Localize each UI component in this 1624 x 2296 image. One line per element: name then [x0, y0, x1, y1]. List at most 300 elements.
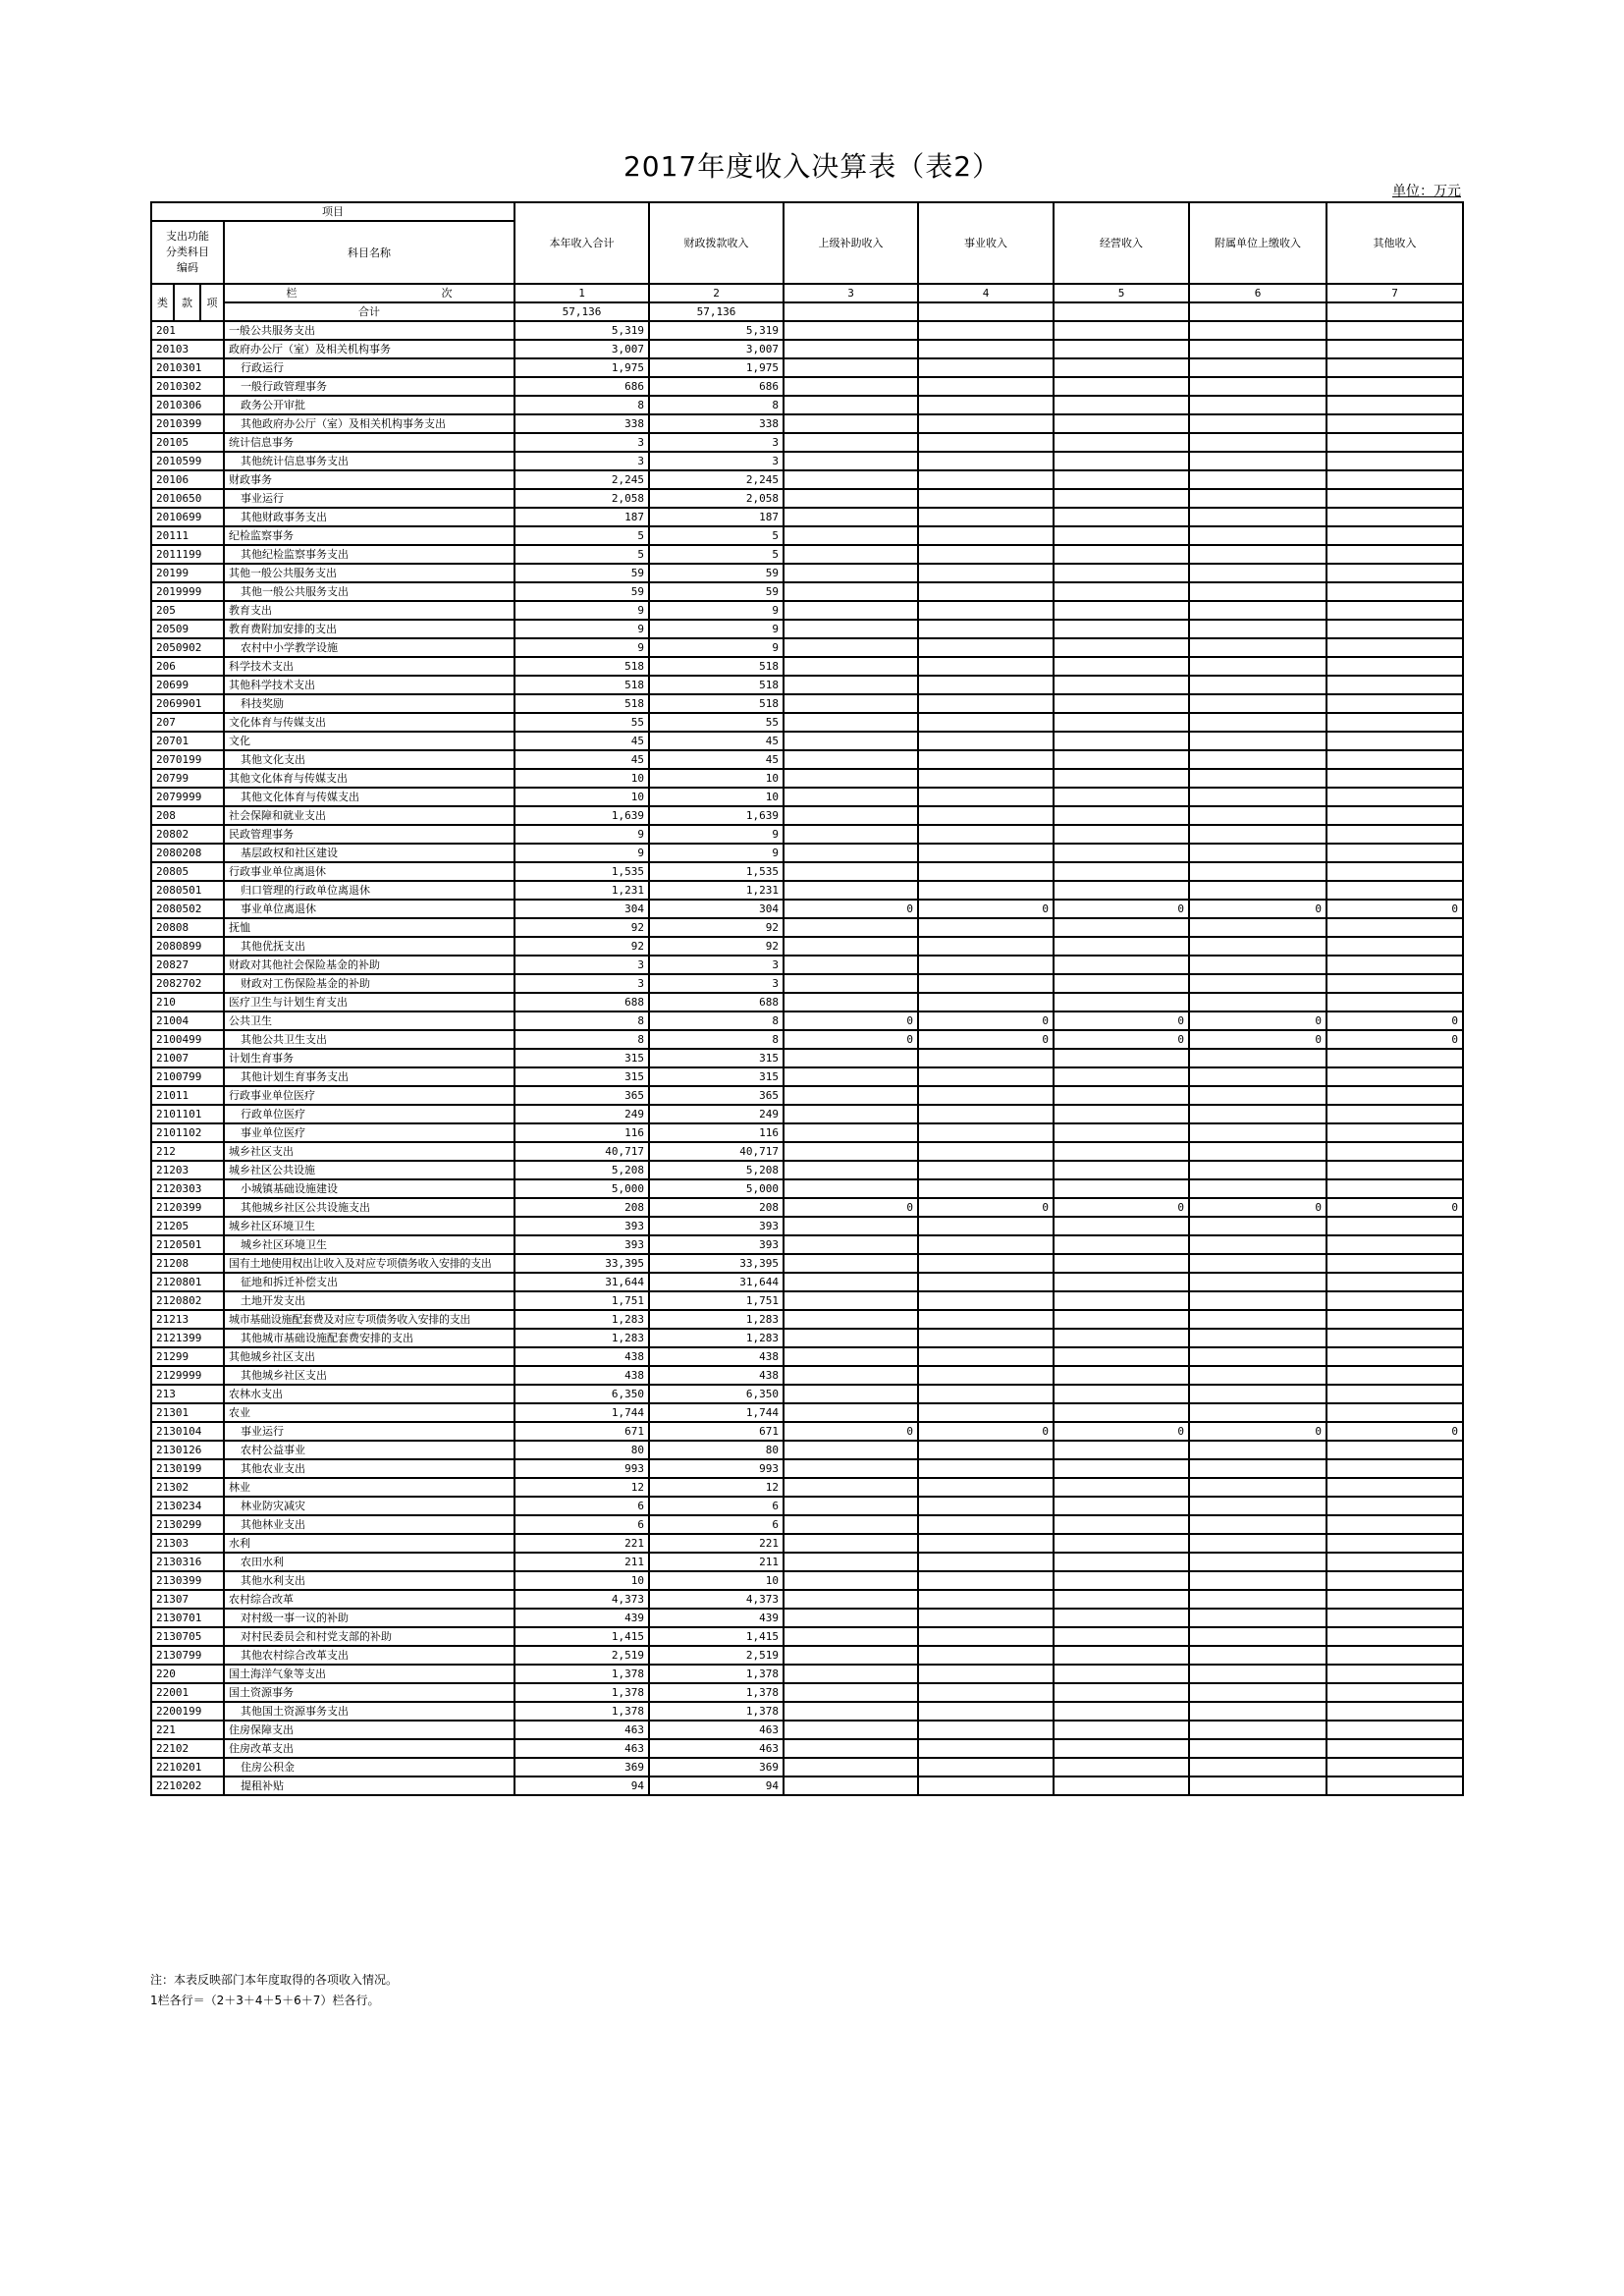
row-code: 2120501 — [151, 1235, 224, 1254]
row-value: 0 — [918, 900, 1054, 918]
row-value: 33,395 — [514, 1254, 649, 1273]
row-value — [918, 526, 1054, 545]
row-name: 林业防灾减灾 — [224, 1497, 514, 1515]
row-value: 80 — [649, 1441, 784, 1459]
row-value — [784, 1478, 918, 1497]
row-value: 0 — [1054, 1198, 1189, 1217]
row-value: 2,519 — [514, 1646, 649, 1665]
row-value — [1054, 1105, 1189, 1123]
row-code: 2100499 — [151, 1030, 224, 1049]
row-value: 55 — [514, 713, 649, 732]
row-value: 393 — [649, 1235, 784, 1254]
row-value: 187 — [514, 508, 649, 526]
column-number: 5 — [1054, 284, 1189, 302]
table-row — [151, 1179, 1463, 1198]
lei-header: 类 — [151, 284, 174, 321]
row-value: 59 — [514, 564, 649, 582]
row-value — [918, 340, 1054, 358]
row-name: 城乡社区支出 — [224, 1142, 514, 1161]
row-value: 8 — [514, 1030, 649, 1049]
row-value — [1326, 1161, 1463, 1179]
row-value — [1054, 769, 1189, 788]
row-name: 行政运行 — [224, 358, 514, 377]
row-value: 45 — [649, 732, 784, 750]
row-value — [918, 1534, 1054, 1553]
column-header: 经营收入 — [1054, 202, 1189, 284]
row-code: 2010399 — [151, 414, 224, 433]
row-value — [1054, 1403, 1189, 1422]
row-value — [918, 1553, 1054, 1571]
row-value — [784, 1217, 918, 1235]
row-value — [784, 1179, 918, 1198]
row-value — [1189, 1478, 1326, 1497]
row-value — [1054, 1702, 1189, 1721]
lanci-char: 栏 — [286, 287, 298, 300]
row-value — [918, 1441, 1054, 1459]
row-value — [1326, 601, 1463, 620]
row-code: 2050902 — [151, 638, 224, 657]
row-value: 518 — [649, 657, 784, 676]
row-value — [1189, 414, 1326, 433]
row-code: 2080502 — [151, 900, 224, 918]
row-value — [918, 1721, 1054, 1739]
table-row — [151, 1385, 1463, 1403]
row-value — [784, 1609, 918, 1627]
row-value — [784, 526, 918, 545]
row-code: 20827 — [151, 956, 224, 974]
row-name: 城乡社区公共设施 — [224, 1161, 514, 1179]
row-name: 其他林业支出 — [224, 1515, 514, 1534]
row-value — [1054, 713, 1189, 732]
row-value: 518 — [649, 676, 784, 694]
row-value — [1054, 1665, 1189, 1683]
row-name: 其他科学技术支出 — [224, 676, 514, 694]
row-value — [1054, 1590, 1189, 1609]
row-value — [1326, 881, 1463, 900]
row-value: 211 — [514, 1553, 649, 1571]
table-row — [151, 396, 1463, 414]
row-value — [1189, 377, 1326, 396]
row-name: 农田水利 — [224, 1553, 514, 1571]
row-value — [918, 1385, 1054, 1403]
table-row — [151, 1441, 1463, 1459]
row-name: 其他公共卫生支出 — [224, 1030, 514, 1049]
row-value — [784, 750, 918, 769]
row-code: 20799 — [151, 769, 224, 788]
table-row — [151, 1030, 1463, 1049]
row-value: 92 — [649, 918, 784, 937]
row-value: 80 — [514, 1441, 649, 1459]
row-value: 221 — [514, 1534, 649, 1553]
row-value: 0 — [784, 1198, 918, 1217]
row-name: 住房改革支出 — [224, 1739, 514, 1758]
row-value: 9 — [649, 844, 784, 862]
row-value: 9 — [649, 825, 784, 844]
row-value — [1189, 1459, 1326, 1478]
row-value — [1189, 1161, 1326, 1179]
row-value: 338 — [514, 414, 649, 433]
row-value: 8 — [649, 1011, 784, 1030]
row-value — [784, 881, 918, 900]
row-value: 5,208 — [514, 1161, 649, 1179]
row-code: 20509 — [151, 620, 224, 638]
row-value — [1189, 1254, 1326, 1273]
row-value: 10 — [514, 769, 649, 788]
row-value — [1326, 1441, 1463, 1459]
row-value — [1189, 1273, 1326, 1291]
row-value — [1326, 489, 1463, 508]
row-value — [784, 1646, 918, 1665]
row-value — [1189, 1385, 1326, 1403]
row-value: 9 — [514, 620, 649, 638]
row-value — [1054, 601, 1189, 620]
lanci-char: 次 — [441, 287, 453, 300]
row-value: 1,415 — [514, 1627, 649, 1646]
row-value — [784, 1441, 918, 1459]
row-value: 438 — [514, 1347, 649, 1366]
table-body — [151, 321, 1463, 1795]
row-value: 6 — [514, 1497, 649, 1515]
row-value — [1189, 1683, 1326, 1702]
row-name: 政府办公厅（室）及相关机构事务 — [224, 340, 514, 358]
row-value — [784, 489, 918, 508]
table-row — [151, 1086, 1463, 1105]
row-value — [1189, 1515, 1326, 1534]
row-name: 公共卫生 — [224, 1011, 514, 1030]
row-value — [784, 825, 918, 844]
column-number: 1 — [514, 284, 649, 302]
row-value: 0 — [918, 1422, 1054, 1441]
table-row — [151, 433, 1463, 452]
row-name: 一般行政管理事务 — [224, 377, 514, 396]
row-value: 1,283 — [514, 1310, 649, 1329]
table-row — [151, 769, 1463, 788]
lanci-header — [224, 284, 514, 302]
row-code: 206 — [151, 657, 224, 676]
row-value: 1,378 — [649, 1702, 784, 1721]
row-value — [1054, 1646, 1189, 1665]
row-value — [1054, 974, 1189, 993]
row-value — [1189, 862, 1326, 881]
row-value: 5 — [514, 526, 649, 545]
row-value — [1326, 956, 1463, 974]
table-row — [151, 676, 1463, 694]
row-value: 0 — [1189, 1198, 1326, 1217]
row-value — [784, 1758, 918, 1777]
row-value: 3 — [514, 956, 649, 974]
row-value — [918, 508, 1054, 526]
row-value — [784, 806, 918, 825]
row-name: 其他农业支出 — [224, 1459, 514, 1478]
row-name: 其他农村综合改革支出 — [224, 1646, 514, 1665]
row-value — [784, 1739, 918, 1758]
row-value — [918, 1291, 1054, 1310]
row-code: 22102 — [151, 1739, 224, 1758]
row-value — [918, 1179, 1054, 1198]
row-value — [784, 396, 918, 414]
row-code: 2130299 — [151, 1515, 224, 1534]
row-name: 政务公开审批 — [224, 396, 514, 414]
row-value: 463 — [514, 1739, 649, 1758]
table-row — [151, 750, 1463, 769]
row-value — [1054, 1609, 1189, 1627]
row-value: 1,378 — [514, 1665, 649, 1683]
row-value — [1054, 508, 1189, 526]
row-value — [918, 1347, 1054, 1366]
row-value: 5,319 — [514, 321, 649, 340]
row-value — [1054, 1683, 1189, 1702]
row-code: 2010302 — [151, 377, 224, 396]
row-code: 21011 — [151, 1086, 224, 1105]
table-row — [151, 1273, 1463, 1291]
row-value — [1189, 526, 1326, 545]
row-value: 94 — [649, 1777, 784, 1795]
row-value — [1054, 1534, 1189, 1553]
row-value — [918, 806, 1054, 825]
row-value — [784, 732, 918, 750]
row-name: 其他城乡社区支出 — [224, 1366, 514, 1385]
row-value — [1326, 1254, 1463, 1273]
total-label: 合计 — [224, 302, 514, 321]
row-value — [918, 564, 1054, 582]
row-value — [784, 1665, 918, 1683]
row-code: 213 — [151, 1385, 224, 1403]
row-name: 基层政权和社区建设 — [224, 844, 514, 862]
row-value — [1054, 321, 1189, 340]
row-value — [1054, 1254, 1189, 1273]
row-name: 医疗卫生与计划生育支出 — [224, 993, 514, 1011]
row-value — [1326, 657, 1463, 676]
table-row — [151, 1497, 1463, 1515]
row-value: 463 — [649, 1739, 784, 1758]
row-value — [918, 1515, 1054, 1534]
row-value — [1326, 414, 1463, 433]
row-value: 1,535 — [514, 862, 649, 881]
row-value — [918, 1478, 1054, 1497]
row-value — [1054, 1777, 1189, 1795]
row-value — [1054, 1086, 1189, 1105]
row-code: 2121399 — [151, 1329, 224, 1347]
row-value — [784, 1553, 918, 1571]
row-value — [784, 1627, 918, 1646]
table-row — [151, 900, 1463, 918]
row-value — [1189, 1086, 1326, 1105]
row-value — [1054, 620, 1189, 638]
project-header: 项目 — [151, 202, 514, 221]
row-value — [918, 1235, 1054, 1254]
row-value — [1326, 564, 1463, 582]
row-value — [918, 694, 1054, 713]
row-value — [918, 489, 1054, 508]
row-value — [918, 750, 1054, 769]
row-code: 2130104 — [151, 1422, 224, 1441]
row-value — [1054, 881, 1189, 900]
code-header-line: 编码 — [177, 261, 198, 274]
row-value — [1054, 1441, 1189, 1459]
row-value: 518 — [514, 657, 649, 676]
table-row — [151, 1534, 1463, 1553]
row-value — [1326, 993, 1463, 1011]
row-code: 207 — [151, 713, 224, 732]
table-row — [151, 1478, 1463, 1497]
table-row — [151, 601, 1463, 620]
row-value — [918, 862, 1054, 881]
row-value — [918, 1646, 1054, 1665]
row-value — [784, 1366, 918, 1385]
row-code: 2130399 — [151, 1571, 224, 1590]
row-name: 其他一般公共服务支出 — [224, 564, 514, 582]
row-value: 92 — [514, 937, 649, 956]
row-value: 3 — [514, 433, 649, 452]
row-value — [1326, 1683, 1463, 1702]
row-value — [1326, 1142, 1463, 1161]
row-value — [1326, 769, 1463, 788]
table-row — [151, 1198, 1463, 1217]
row-value: 249 — [649, 1105, 784, 1123]
row-value — [1189, 1179, 1326, 1198]
row-value — [1326, 1067, 1463, 1086]
row-value — [1189, 1310, 1326, 1329]
row-value: 1,744 — [649, 1403, 784, 1422]
row-value: 0 — [1189, 1422, 1326, 1441]
row-value — [918, 414, 1054, 433]
row-value — [1326, 676, 1463, 694]
row-value — [1326, 1478, 1463, 1497]
row-name: 农林水支出 — [224, 1385, 514, 1403]
row-value — [784, 601, 918, 620]
row-value — [918, 1459, 1054, 1478]
row-value — [784, 1721, 918, 1739]
row-value — [918, 956, 1054, 974]
row-value — [784, 1497, 918, 1515]
row-code: 20808 — [151, 918, 224, 937]
row-name: 征地和拆迁补偿支出 — [224, 1273, 514, 1291]
row-name: 住房公积金 — [224, 1758, 514, 1777]
row-name: 事业运行 — [224, 489, 514, 508]
row-value — [784, 620, 918, 638]
row-value: 249 — [514, 1105, 649, 1123]
row-value: 5,208 — [649, 1161, 784, 1179]
table-row — [151, 1403, 1463, 1422]
row-value — [1054, 1385, 1189, 1403]
row-value — [784, 321, 918, 340]
row-value — [1189, 1571, 1326, 1590]
row-value — [1326, 1590, 1463, 1609]
row-value — [1189, 1590, 1326, 1609]
row-code: 20111 — [151, 526, 224, 545]
row-value: 10 — [514, 788, 649, 806]
row-value — [1326, 788, 1463, 806]
row-value: 1,283 — [649, 1329, 784, 1347]
row-name: 行政单位医疗 — [224, 1105, 514, 1123]
row-value: 0 — [918, 1030, 1054, 1049]
row-value: 1,378 — [649, 1683, 784, 1702]
row-value: 0 — [784, 1011, 918, 1030]
row-name: 农业 — [224, 1403, 514, 1422]
row-code: 2120303 — [151, 1179, 224, 1198]
row-value — [784, 1291, 918, 1310]
row-value — [1054, 340, 1189, 358]
row-value — [1326, 1329, 1463, 1347]
row-value — [918, 769, 1054, 788]
row-name: 财政对工伤保险基金的补助 — [224, 974, 514, 993]
row-value: 3,007 — [649, 340, 784, 358]
row-value — [784, 1254, 918, 1273]
row-value — [918, 713, 1054, 732]
row-value: 463 — [514, 1721, 649, 1739]
row-value — [918, 657, 1054, 676]
row-value — [918, 1329, 1054, 1347]
row-value: 0 — [1189, 900, 1326, 918]
row-value — [918, 620, 1054, 638]
row-value: 0 — [1326, 1030, 1463, 1049]
table-row — [151, 732, 1463, 750]
row-value — [1326, 732, 1463, 750]
row-code: 20701 — [151, 732, 224, 750]
row-value — [918, 844, 1054, 862]
row-code: 20106 — [151, 470, 224, 489]
table-row — [151, 1739, 1463, 1758]
row-value: 0 — [1054, 1030, 1189, 1049]
row-value: 92 — [649, 937, 784, 956]
row-value — [1326, 452, 1463, 470]
row-value: 1,378 — [514, 1683, 649, 1702]
row-value: 5,000 — [649, 1179, 784, 1198]
row-value: 518 — [514, 676, 649, 694]
row-value — [1326, 1310, 1463, 1329]
row-code: 2080208 — [151, 844, 224, 862]
table-row — [151, 1571, 1463, 1590]
row-name: 对村民委员会和村党支部的补助 — [224, 1627, 514, 1646]
row-value — [784, 1347, 918, 1366]
row-value — [918, 1609, 1054, 1627]
row-value: 463 — [649, 1721, 784, 1739]
row-name: 城乡社区环境卫生 — [224, 1217, 514, 1235]
row-value — [784, 545, 918, 564]
row-value: 3 — [514, 452, 649, 470]
row-value — [1189, 956, 1326, 974]
row-value: 10 — [649, 769, 784, 788]
row-value: 993 — [514, 1459, 649, 1478]
row-value: 12 — [649, 1478, 784, 1497]
row-value — [1054, 1235, 1189, 1254]
row-value — [1189, 1553, 1326, 1571]
column-number: 6 — [1189, 284, 1326, 302]
table-row — [151, 414, 1463, 433]
row-value — [1054, 414, 1189, 433]
row-value: 365 — [649, 1086, 784, 1105]
table-row — [151, 377, 1463, 396]
row-value: 6 — [649, 1515, 784, 1534]
row-code: 20199 — [151, 564, 224, 582]
row-value: 2,245 — [514, 470, 649, 489]
row-value: 0 — [1189, 1011, 1326, 1030]
row-value — [1189, 1739, 1326, 1758]
row-value: 8 — [514, 1011, 649, 1030]
row-value — [918, 1049, 1054, 1067]
row-value — [784, 993, 918, 1011]
row-value — [1326, 582, 1463, 601]
row-value — [784, 862, 918, 881]
row-value — [918, 1123, 1054, 1142]
row-value — [1189, 489, 1326, 508]
row-code: 21303 — [151, 1534, 224, 1553]
row-value — [918, 1777, 1054, 1795]
row-value — [1054, 470, 1189, 489]
row-value — [918, 1403, 1054, 1422]
table-row — [151, 340, 1463, 358]
row-value — [1326, 1366, 1463, 1385]
